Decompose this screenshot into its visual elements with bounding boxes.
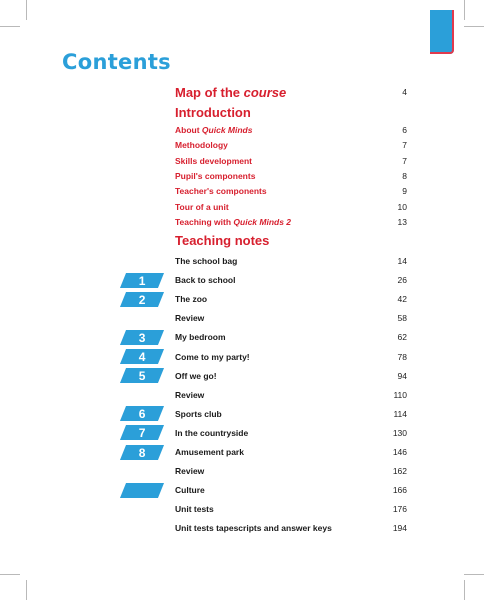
teaching-notes-item[interactable] <box>175 350 407 364</box>
page-number: 130 <box>392 427 407 438</box>
page-number: 42 <box>397 294 407 305</box>
teaching-notes-item[interactable] <box>175 388 407 402</box>
unit-number: 6 <box>138 406 146 421</box>
teaching-notes-item-label: Unit tests <box>175 504 214 515</box>
introduction-item-label: Teacher's components <box>175 186 267 197</box>
introduction-item-label: About Quick Minds <box>175 125 253 135</box>
teaching-notes-item-label: In the countryside <box>175 427 249 438</box>
teaching-notes-item[interactable] <box>175 483 407 497</box>
page-number: 10 <box>397 201 407 212</box>
introduction-item[interactable] <box>175 138 407 152</box>
page-number: 162 <box>392 466 407 477</box>
introduction-item[interactable] <box>175 184 407 198</box>
teaching-notes-item[interactable] <box>175 273 407 287</box>
teaching-notes-item[interactable] <box>175 502 407 516</box>
unit-number-badge <box>120 425 164 440</box>
unit-number: 7 <box>138 425 146 440</box>
introduction-item-label: Teaching with Quick Minds 2 <box>175 216 292 227</box>
teaching-notes-item[interactable] <box>175 369 407 383</box>
map-of-course-entry[interactable] <box>175 83 407 101</box>
page-number: 110 <box>393 389 407 400</box>
teaching-notes-item[interactable] <box>175 311 407 325</box>
teaching-notes-item-label: My bedroom <box>175 332 226 343</box>
crop-mark <box>464 26 484 27</box>
teaching-notes-item-label: Sports club <box>175 408 222 419</box>
page-number: 6 <box>402 125 407 135</box>
crop-mark <box>464 574 484 575</box>
page-number: 26 <box>397 275 407 286</box>
unit-number-badge <box>120 273 164 288</box>
introduction-item-label: Tour of a unit <box>175 201 229 212</box>
page-number: 14 <box>397 256 407 266</box>
introduction-item[interactable] <box>175 200 407 214</box>
introduction-item-label: Pupil's components <box>175 170 256 181</box>
teaching-notes-item[interactable] <box>175 292 407 306</box>
crop-mark <box>26 0 27 20</box>
page-number: 62 <box>397 332 407 343</box>
page-number: 58 <box>397 313 407 324</box>
teaching-notes-item-label: Review <box>175 313 205 324</box>
teaching-notes-item-label: Culture <box>175 485 205 496</box>
introduction-item-label: Methodology <box>175 140 228 151</box>
page-number: 4 <box>402 87 407 97</box>
page-number: 146 <box>392 447 407 457</box>
unit-number-badge <box>120 368 164 383</box>
teaching-notes-item-label: Review <box>175 389 205 400</box>
page-title: Contents <box>62 50 171 74</box>
teaching-notes-item[interactable] <box>175 254 407 268</box>
teaching-notes-item[interactable] <box>175 521 407 535</box>
unit-number: 8 <box>138 445 146 459</box>
unit-number: 2 <box>138 292 146 307</box>
teaching-notes-item-label: The zoo <box>175 294 208 305</box>
map-of-course-title-em: course <box>243 84 287 100</box>
page-number: 7 <box>402 155 407 166</box>
unit-number: 5 <box>138 368 146 383</box>
page-number: 94 <box>397 370 407 381</box>
unit-number-badge <box>120 330 164 345</box>
crop-mark <box>464 0 465 20</box>
page-number: 114 <box>393 408 407 419</box>
page-number: 7 <box>402 140 407 151</box>
crop-mark <box>464 580 465 600</box>
introduction-item-label: Skills development <box>175 155 252 166</box>
page-number: 194 <box>392 523 407 534</box>
unit-number-badge <box>120 445 164 460</box>
introduction-heading: Introduction <box>175 105 251 120</box>
unit-number-badge <box>120 349 164 364</box>
teaching-notes-item-label: Review <box>175 466 205 477</box>
teaching-notes-heading: Teaching notes <box>175 233 270 248</box>
teaching-notes-item-label: Amusement park <box>175 447 244 457</box>
culture-badge <box>120 483 164 498</box>
teaching-notes-item[interactable] <box>175 445 407 459</box>
page-number: 8 <box>402 170 407 181</box>
unit-number-badge <box>120 292 164 307</box>
page-number: 166 <box>392 485 407 496</box>
teaching-notes-item-label: Off we go! <box>175 370 217 381</box>
crop-mark <box>26 580 27 600</box>
crop-mark <box>0 574 20 575</box>
teaching-notes-item-label: Come to my party! <box>175 351 250 362</box>
teaching-notes-item-label: The school bag <box>175 256 238 266</box>
introduction-item[interactable] <box>175 123 407 137</box>
page-number: 78 <box>397 351 407 362</box>
teaching-notes-item[interactable] <box>175 464 407 478</box>
teaching-notes-item-label: Back to school <box>175 275 236 286</box>
page-number: 9 <box>402 186 407 197</box>
unit-number: 1 <box>138 273 146 288</box>
unit-number-badge <box>120 406 164 421</box>
teaching-notes-item-label: Unit tests tapescripts and answer keys <box>175 523 332 534</box>
unit-number: 3 <box>138 330 146 345</box>
page-tab <box>430 10 454 54</box>
unit-number: 4 <box>138 349 146 364</box>
teaching-notes-item[interactable] <box>175 407 407 421</box>
teaching-notes-item[interactable] <box>175 426 407 440</box>
page-number: 176 <box>392 504 407 515</box>
introduction-item[interactable] <box>175 215 407 229</box>
introduction-item[interactable] <box>175 154 407 168</box>
map-of-course-title: Map of the course <box>175 84 287 100</box>
teaching-notes-item[interactable] <box>175 330 407 344</box>
page-number: 13 <box>397 216 407 227</box>
crop-mark <box>0 26 20 27</box>
introduction-item[interactable] <box>175 169 407 183</box>
